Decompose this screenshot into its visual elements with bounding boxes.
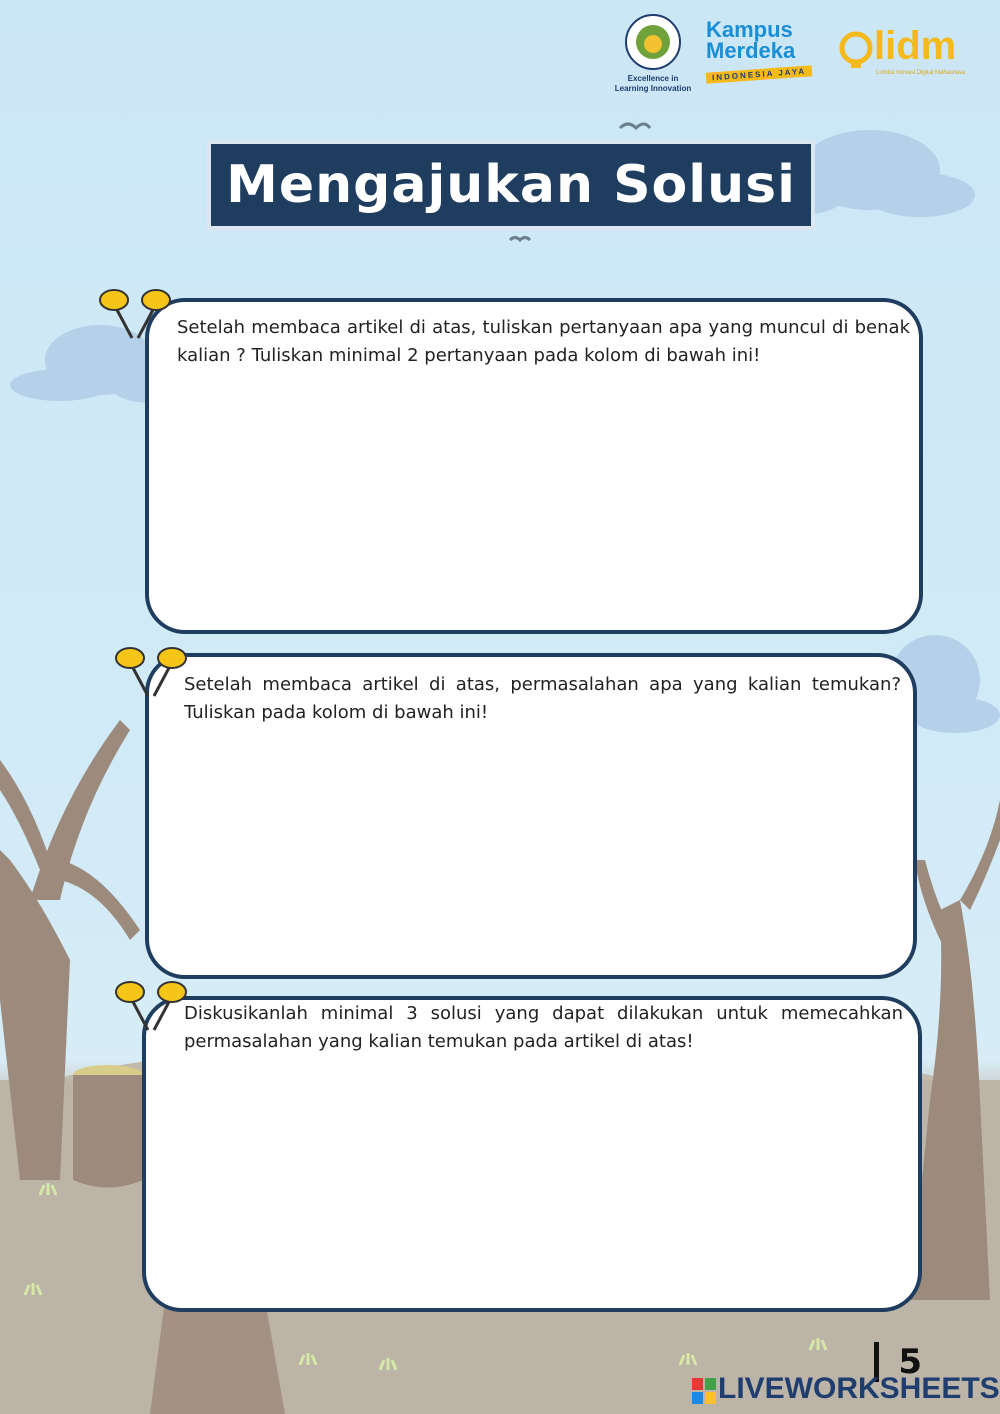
answer-box-solutions[interactable]	[142, 996, 922, 1312]
university-seal-icon	[610, 10, 696, 70]
lidm-text: lidm	[874, 24, 957, 68]
prompt-solutions: Diskusikanlah minimal 3 solusi yang dapat dilakukan untuk memecahkan permasalahan yang kalian temukan pada artikel di atas!	[184, 1003, 903, 1052]
prompt-problems: Setelah membaca artikel di atas, permasalahan apa yang kalian temukan? Tuliskan pada kolom di bawah ini!	[184, 674, 901, 723]
liveworksheets-watermark: LIVEWORKSHEETS	[718, 1372, 1000, 1405]
kampus-merdeka-logo	[706, 17, 830, 84]
answer-box-questions[interactable]	[145, 298, 923, 634]
pushpin-icon	[112, 978, 192, 1038]
university-tagline-line1: Excellence in	[627, 74, 679, 83]
pushpin-icon	[112, 644, 192, 704]
university-tagline-line2: Learning Innovation	[614, 84, 692, 93]
page-title: Mengajukan Solusi	[211, 144, 811, 226]
university-logo	[610, 10, 696, 93]
kampus-line2: Merdeka	[706, 38, 796, 63]
lidm-logo	[836, 24, 986, 84]
page-number: 5	[898, 1342, 922, 1382]
kampus-line1: Kampus	[706, 17, 793, 42]
answer-box-problems[interactable]	[145, 653, 917, 979]
liveworksheets-icon	[692, 1378, 716, 1404]
title-banner	[207, 140, 815, 230]
lightbulb-icon	[836, 28, 876, 72]
prompt-questions: Setelah membaca artikel di atas, tuliskan pertanyaan apa yang muncul di benak kalian ? Tuliskan minimal 2 pertanyaan pada kolom di bawah ini!	[177, 317, 910, 366]
pushpin-icon	[96, 286, 176, 346]
kampus-ribbon: INDONESIA JAYA	[706, 65, 813, 83]
lidm-sub: Lomba Inovasi Digital Mahasiswa	[876, 70, 966, 76]
